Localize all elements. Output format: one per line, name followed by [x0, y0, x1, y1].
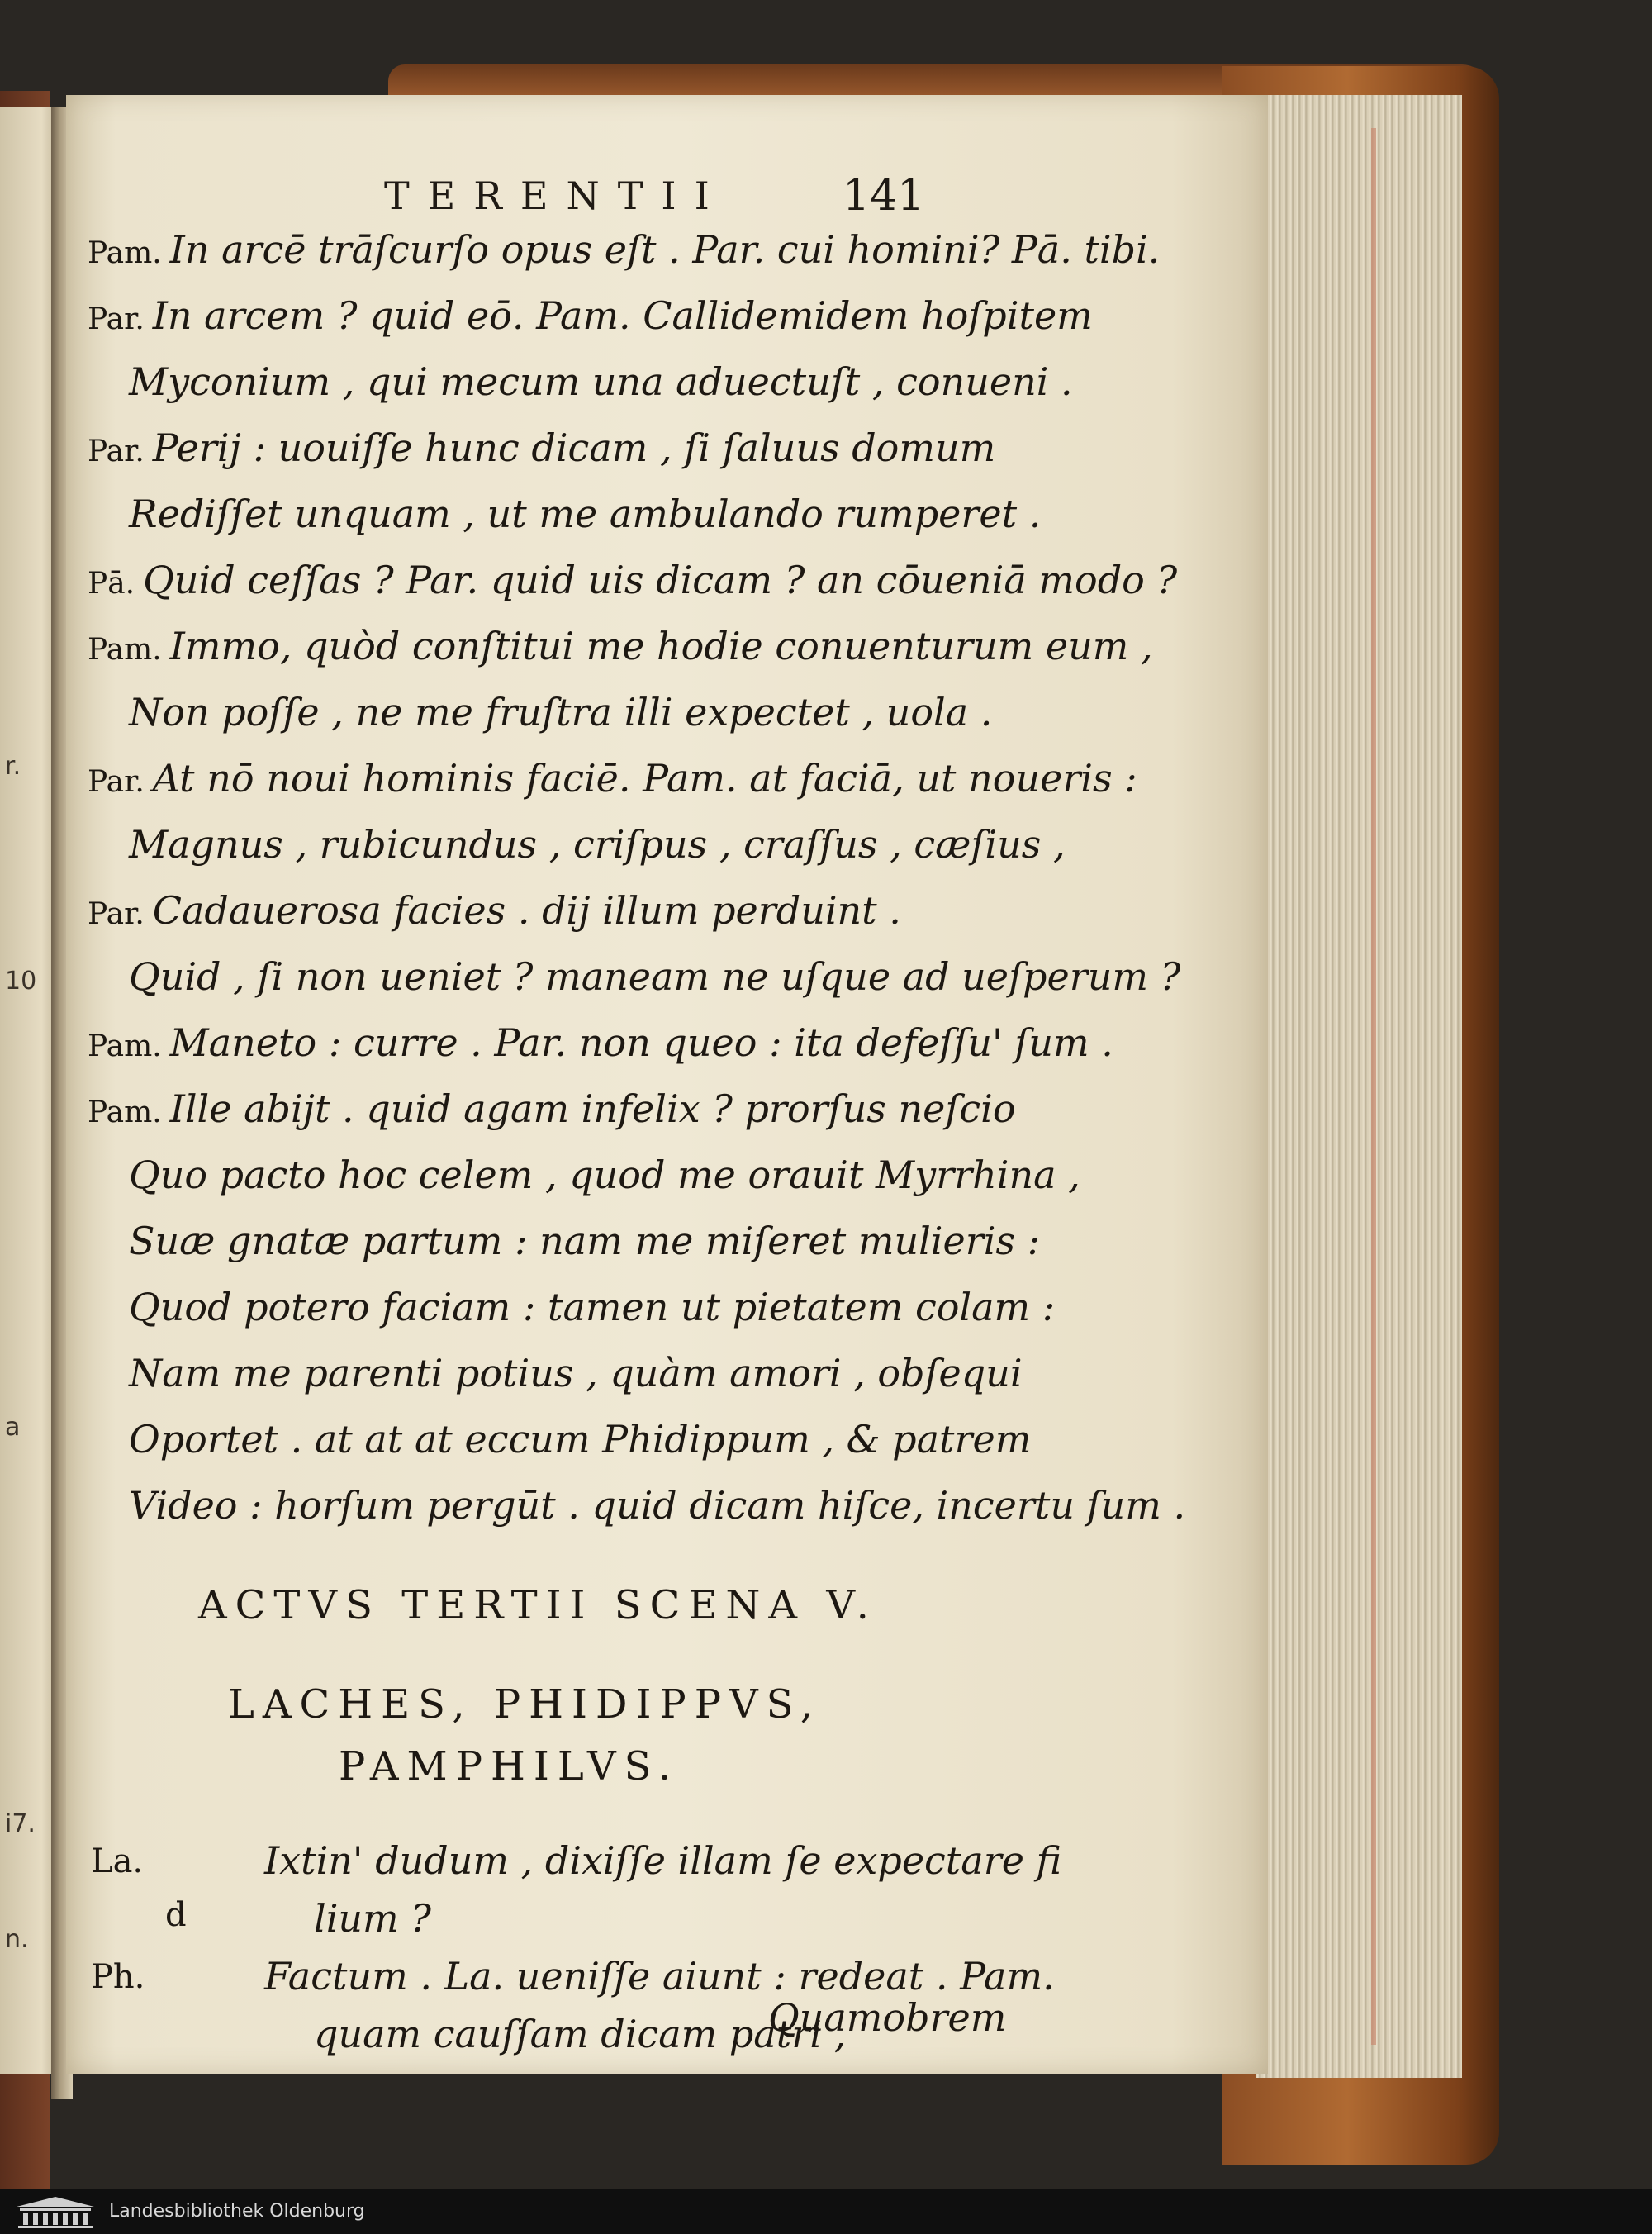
speaker-label: Pam.: [88, 236, 162, 270]
dialogue-line: Factum . La. ueniſſe aiunt : redeat . Pam.: [264, 1954, 1055, 1999]
line-text: Suæ gnatæ partum : nam me miſeret mulieris :: [129, 1219, 1041, 1263]
speaker-label: Par.: [88, 765, 145, 799]
left-margin-mark: i7.: [5, 1809, 36, 1838]
text-line: [121, 1351, 1023, 1395]
dialogue-line: lium ?: [314, 1896, 431, 1941]
text-line: [88, 1020, 1113, 1065]
text-line: [121, 492, 1041, 536]
line-text: Maneto : curre . Par. non queo : ita defeſſu' ſum .: [169, 1020, 1113, 1065]
line-text: Quid ceſſas ? Par. quid uis dicam ? an cōueniā modo ?: [143, 558, 1178, 602]
line-text: In arcem ? quid eō. Pam. Callidemidem hoſpitem: [152, 293, 1093, 338]
left-margin-mark: n.: [5, 1925, 29, 1954]
text-line: [88, 425, 995, 470]
text-line: [121, 1483, 1185, 1528]
line-text: Magnus , rubicundus , criſpus , craſſus , cæſius ,: [129, 822, 1066, 867]
line-text: Myconium , qui mecum una aduectuſt , conueni .: [129, 359, 1073, 404]
left-margin-mark: r.: [5, 752, 21, 781]
line-text: Nam me parenti potius , quàm amori , obſequi: [129, 1351, 1023, 1395]
text-line: [121, 1153, 1080, 1197]
line-text: At nō noui hominis faciē. Pam. at faciā, ut noueris :: [152, 756, 1137, 801]
book-page: [66, 95, 1268, 2074]
text-line: [121, 359, 1073, 404]
line-text: Cadauerosa facies . dij illum perduint .: [152, 888, 901, 933]
institution-name: Landesbibliothek Oldenburg: [109, 2201, 365, 2222]
speaker-label: Pam.: [88, 1029, 162, 1063]
text-line: [121, 690, 992, 734]
speaker-label: Pam.: [88, 633, 162, 667]
line-text: Quid , ſi non ueniet ? maneam ne uſque ad ueſperum ?: [129, 954, 1181, 999]
text-line: [88, 227, 1160, 272]
page-block-edge: [1256, 95, 1462, 2078]
speaker-label: Ph.: [91, 1958, 145, 1996]
dialogue-line: quam cauſſam dicam patri ,: [314, 2012, 847, 2056]
text-line: [121, 1285, 1055, 1329]
speaker-label: Par.: [88, 435, 145, 468]
line-text: Non poſſe , ne me fruſtra illi expectet , uola .: [129, 690, 993, 734]
speaker-label: Pā.: [88, 567, 135, 601]
line-text: Oportet . at at at eccum Phidippum , & patrem: [129, 1417, 1032, 1462]
text-line: [88, 624, 1153, 668]
speaker-label: Pam.: [88, 1096, 162, 1129]
text-line: [88, 1086, 1016, 1131]
text-line: [88, 756, 1137, 801]
text-line: [88, 888, 901, 933]
page-number: 141: [843, 171, 925, 221]
dialogue-line: Ixtin' dudum , dixiſſe illam ſe expectare fi: [264, 1838, 1062, 1883]
speaker-label: Par.: [88, 897, 145, 931]
text-line: [88, 293, 1093, 338]
line-text: In arcē trāſcurſo opus eſt . Par. cui homini? Pā. tibi.: [169, 227, 1161, 272]
line-text: Immo, quòd conſtitui me hodie conuenturum eum ,: [169, 624, 1153, 668]
text-line: [121, 1219, 1040, 1263]
left-margin-mark: 10: [5, 967, 37, 996]
running-head: TERENTII: [384, 173, 728, 218]
speaker-label: La.: [91, 1842, 144, 1880]
library-building-icon: [10, 2194, 101, 2230]
left-margin-mark: a: [5, 1413, 21, 1442]
text-line: [121, 1417, 1031, 1462]
speaker-label: Par.: [88, 302, 145, 336]
character-list: PAMPHILVS.: [339, 1743, 680, 1790]
character-list: LACHES, PHIDIPPVS,: [228, 1681, 822, 1728]
line-text: Perij : uouiſſe hunc dicam , ſi ſaluus domum: [152, 425, 996, 470]
text-line: [121, 822, 1066, 867]
line-text: Video : horſum pergūt . quid dicam hiſce, incertu ſum .: [129, 1483, 1186, 1528]
line-text: Quod potero faciam : tamen ut pietatem colam :: [129, 1285, 1056, 1329]
scene-heading: ACTVS TERTII SCENA V.: [198, 1582, 877, 1628]
catchword: Quamobrem: [768, 1995, 1007, 2040]
line-text: Rediſſet unquam , ut me ambulando rumperet .: [129, 492, 1042, 536]
line-text: Ille abijt . quid agam infelix ? prorſus neſcio: [169, 1086, 1016, 1131]
text-line: [121, 954, 1180, 999]
line-text: Quo pacto hoc celem , quod me orauit Myrrhina ,: [129, 1153, 1080, 1197]
signature-mark: d: [165, 1896, 187, 1934]
text-line: [88, 558, 1177, 602]
